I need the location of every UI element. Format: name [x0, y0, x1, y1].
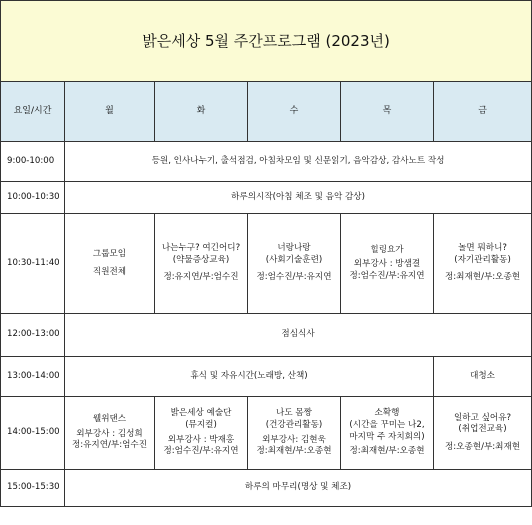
program-title: 소확행	[374, 408, 400, 419]
time-slot: 10:30-11:40	[1, 214, 65, 314]
program-cell-wed	[248, 397, 341, 470]
program-instructor: 외부강사: 김현욱	[262, 434, 326, 445]
table-row	[1, 314, 532, 357]
program-subtitle: (건강관리활동)	[265, 419, 323, 430]
program-staff: 정:유지연/부:엄수진	[163, 272, 239, 283]
table-row	[1, 397, 532, 470]
program-staff: 정:최재현/부:오종현	[256, 446, 332, 457]
program-subtitle: 마지막 주 자치회의)	[349, 431, 425, 442]
program-subtitle: (사회기술훈련)	[265, 254, 323, 265]
program-cell-thu	[341, 214, 434, 314]
program-staff: 정:최재현/부:오종현	[349, 446, 425, 457]
table-row	[1, 182, 532, 214]
program-subtitle: (뮤지컬)	[185, 419, 217, 430]
program-subtitle: (약물증상교육)	[172, 254, 230, 265]
program-cell: 하루의시작(아침 체조 및 음악 감상)	[65, 182, 532, 214]
program-cell-mon	[65, 397, 155, 470]
program-title: 놀면 뭐하니?	[458, 243, 507, 254]
program-cell: 휴식 및 자유시간(노래방, 산책)	[65, 357, 434, 397]
program-staff: 정:엄수진/부:유지연	[349, 270, 425, 281]
program-staff: 정:최재현/부:오종현	[444, 272, 521, 283]
program-instructor: 외부강사 : 방샘결	[353, 259, 421, 270]
time-slot: 10:00-10:30	[1, 182, 65, 214]
program-cell-fri	[434, 214, 532, 314]
table-row	[1, 142, 532, 182]
program-title: 나도 몸짱	[276, 408, 312, 419]
time-slot: 13:00-14:00	[1, 357, 65, 397]
time-slot: 12:00-13:00	[1, 314, 65, 357]
time-slot: 9:00-10:00	[1, 142, 65, 182]
program-title: 밝은세상 예술단	[170, 408, 232, 419]
header-day-tue: 화	[155, 82, 248, 142]
program-title: 힐링요가	[370, 244, 404, 255]
program-title: 일하고 싶어유?	[453, 412, 512, 423]
program-staff: 직원전체	[92, 266, 127, 277]
program-cell: 하루의 마무리(명상 및 체조)	[65, 470, 532, 507]
program-staff: 정:엄수진/부:유지연	[163, 446, 239, 457]
header-corner: 요일/시간	[1, 82, 65, 142]
program-cell-wed	[248, 214, 341, 314]
table-row	[1, 470, 532, 507]
program-staff: 정:유지연/부:엄수진	[71, 440, 148, 451]
program-title: 너랑나랑	[277, 243, 311, 254]
program-instructor: 외부강사 : 김성희	[76, 428, 143, 439]
page-title: 밝은세상 5월 주간프로그램 (2023년)	[1, 1, 532, 82]
program-cell-tue	[155, 214, 248, 314]
time-slot: 14:00-15:00	[1, 397, 65, 470]
program-subtitle: (시간을 꾸미는 나2,	[349, 419, 425, 430]
program-instructor: 외부강사 : 박재홍	[167, 434, 235, 445]
header-day-mon: 월	[65, 82, 155, 142]
header-day-wed: 수	[248, 82, 341, 142]
table-row	[1, 214, 532, 314]
program-title: 그룹모임	[92, 248, 127, 259]
table-row	[1, 357, 532, 397]
time-slot: 15:00-15:30	[1, 470, 65, 507]
program-title: 웰위댄스	[92, 414, 127, 425]
program-cell-fri: 대청소	[434, 357, 532, 397]
program-subtitle: (자기관리활동)	[454, 254, 511, 265]
program-cell-fri	[434, 397, 532, 470]
program-subtitle: (취업전교육)	[458, 424, 507, 435]
program-cell-thu	[341, 397, 434, 470]
header-day-thu: 목	[341, 82, 434, 142]
program-cell-tue	[155, 397, 248, 470]
header-day-fri: 금	[434, 82, 532, 142]
program-cell-mon	[65, 214, 155, 314]
program-cell: 점심식사	[65, 314, 532, 357]
program-cell: 등원, 인사나누기, 출석점검, 아침차모임 및 신문읽기, 음악감상, 감사노트 작성	[65, 142, 532, 182]
program-title: 나는누구? 여긴어디?	[161, 243, 241, 254]
program-staff: 정:오종현/부:최재현	[444, 441, 521, 452]
program-staff: 정:엄수진/부:유지연	[256, 272, 332, 283]
